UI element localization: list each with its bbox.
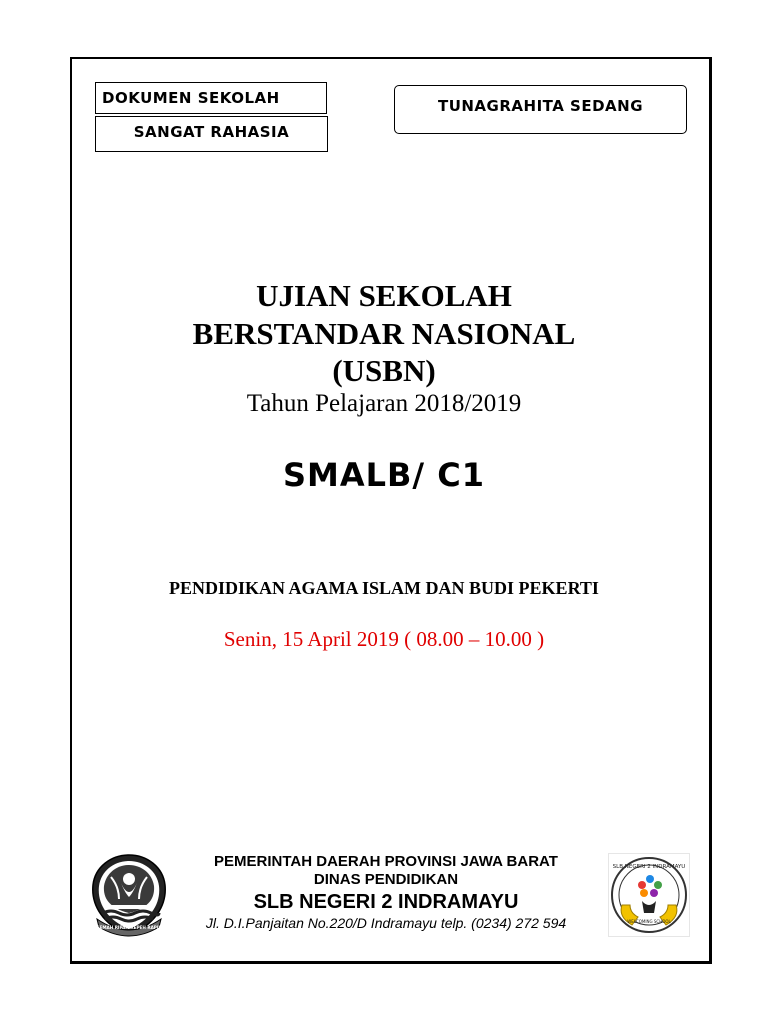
category-label: TUNAGRAHITA SEDANG	[394, 85, 687, 134]
academic-year: Tahun Pelajaran 2018/2019	[246, 390, 522, 417]
exam-title-line1: UJIAN SEKOLAH	[256, 278, 512, 313]
right-logo-name: SLB NEGERI 2 INDRAMAYU	[612, 864, 686, 870]
confidentiality-label: SANGAT RAHASIA	[95, 116, 328, 152]
page-border	[70, 57, 712, 964]
office-heading: DINAS PENDIDIKAN	[313, 871, 459, 888]
exam-schedule: Senin, 15 April 2019 ( 08.00 – 10.00 )	[223, 627, 545, 651]
exam-title-line2: BERSTANDAR NASIONAL	[192, 316, 576, 351]
subject-title: PENDIDIKAN AGAMA ISLAM DAN BUDI PEKERTI	[169, 578, 599, 598]
school-name: SLB NEGERI 2 INDRAMAYU	[253, 891, 519, 913]
left-logo-motto: GEMAH RIPAH REPEH RAPIH	[96, 925, 162, 930]
government-heading: PEMERINTAH DAERAH PROVINSI JAWA BARAT	[214, 853, 558, 870]
west-java-emblem-icon	[89, 853, 169, 937]
school-logo-icon	[608, 853, 690, 937]
school-level: SMALB/ C1	[282, 456, 485, 494]
right-logo-tagline: WELCOMING SCHOOL	[627, 919, 671, 924]
document-type-label: DOKUMEN SEKOLAH	[95, 82, 327, 114]
school-address: Jl. D.I.Panjaitan No.220/D Indramayu telp. (0234) 272 594	[205, 915, 567, 931]
exam-title-line3: (USBN)	[332, 353, 436, 388]
